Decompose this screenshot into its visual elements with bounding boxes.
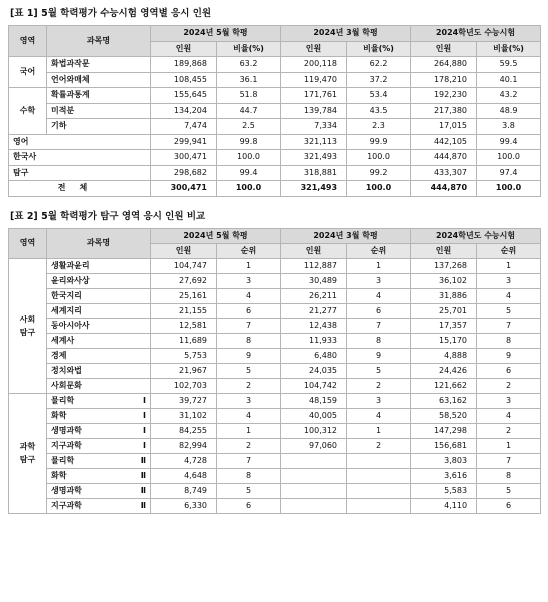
header-count: 인원 — [151, 41, 217, 57]
table-row — [9, 438, 541, 453]
count-cell: 264,880 — [411, 57, 477, 73]
table1-header-row — [9, 26, 541, 42]
rank-cell: 1 — [217, 258, 281, 273]
count-cell — [281, 498, 347, 513]
count-cell: 298,682 — [151, 165, 217, 181]
subject-label: 정치와법 — [51, 365, 82, 375]
total-ratio: 100.0 — [347, 181, 411, 197]
rank-cell: 9 — [347, 348, 411, 363]
count-cell: 119,470 — [281, 72, 347, 88]
count-cell: 84,255 — [151, 423, 217, 438]
count-cell: 178,210 — [411, 72, 477, 88]
subject-label: 생활과윤리 — [51, 260, 90, 270]
count-cell: 217,380 — [411, 103, 477, 119]
ratio-cell: 2.5 — [217, 119, 281, 135]
header-2024-march: 2024년 3월 학평 — [281, 228, 411, 243]
science-area-label-2: 탐구 — [19, 455, 36, 464]
count-cell: 30,489 — [281, 273, 347, 288]
table2-caption: [표 2] 5월 학력평가 탐구 영역 응시 인원 비교 — [10, 210, 206, 222]
rank-cell: 8 — [217, 333, 281, 348]
subject-label: 지구과학Ⅱ — [51, 500, 146, 510]
count-cell: 321,493 — [281, 150, 347, 166]
subject-cell — [47, 438, 151, 453]
table1-caption: [표 1] 5월 학력평가 수능시험 영역별 응시 인원 — [10, 8, 212, 19]
header-rank: 순위 — [477, 243, 541, 258]
rank-cell: 1 — [347, 423, 411, 438]
table-row — [9, 363, 541, 378]
total-count: 444,870 — [411, 181, 477, 197]
subject-cell — [47, 103, 151, 119]
count-cell: 104,747 — [151, 258, 217, 273]
ratio-cell: 100.0 — [477, 150, 541, 166]
rank-cell: 3 — [477, 393, 541, 408]
count-cell: 31,886 — [411, 288, 477, 303]
subject-cell — [47, 393, 151, 408]
rank-cell: 7 — [217, 318, 281, 333]
count-cell: 97,060 — [281, 438, 347, 453]
rank-cell: 8 — [477, 333, 541, 348]
table-row — [9, 150, 541, 166]
area-label: 영어 — [13, 136, 29, 146]
count-cell: 155,645 — [151, 88, 217, 104]
subject-label: 지구과학Ⅰ — [51, 440, 146, 450]
rank-cell: 3 — [477, 273, 541, 288]
header-area: 영역 — [9, 26, 47, 57]
count-cell: 21,967 — [151, 363, 217, 378]
area-cell: 수학 — [9, 88, 47, 135]
table-row — [9, 333, 541, 348]
count-cell: 12,581 — [151, 318, 217, 333]
subject-label: 화학Ⅱ — [51, 470, 146, 480]
count-cell: 7,334 — [281, 119, 347, 135]
rank-cell: 8 — [347, 333, 411, 348]
subject-cell — [47, 483, 151, 498]
count-cell: 104,742 — [281, 378, 347, 393]
rank-cell: 8 — [477, 468, 541, 483]
count-cell: 6,480 — [281, 348, 347, 363]
social-area-label-2: 탐구 — [19, 327, 36, 337]
count-cell: 147,298 — [411, 423, 477, 438]
subject-cell — [47, 57, 151, 73]
subject-cell — [47, 348, 151, 363]
count-cell: 299,941 — [151, 134, 217, 150]
subject-label: 세계지리 — [51, 305, 82, 315]
count-cell — [281, 453, 347, 468]
table1 — [8, 25, 541, 197]
table-row — [9, 258, 541, 273]
rank-cell: 4 — [347, 288, 411, 303]
science-area-cell — [9, 393, 47, 513]
rank-cell: 3 — [347, 393, 411, 408]
rank-cell: 5 — [217, 363, 281, 378]
table-row — [9, 453, 541, 468]
count-cell: 7,474 — [151, 119, 217, 135]
count-cell: 11,689 — [151, 333, 217, 348]
rank-cell: 1 — [347, 258, 411, 273]
header-2024-march: 2024년 3월 학평 — [281, 26, 411, 42]
count-cell: 25,161 — [151, 288, 217, 303]
science-area-label-1: 과학 — [19, 442, 36, 451]
social-area-label-1: 사회 — [19, 314, 36, 324]
table-row — [9, 483, 541, 498]
count-cell: 12,438 — [281, 318, 347, 333]
rank-cell: 9 — [217, 348, 281, 363]
header-2024-csat: 2024학년도 수능시험 — [411, 228, 541, 243]
total-count: 321,493 — [281, 181, 347, 197]
table-row — [9, 393, 541, 408]
subject-label: 생명과학Ⅰ — [51, 425, 146, 435]
table-row — [9, 498, 541, 513]
rank-cell: 2 — [217, 438, 281, 453]
count-cell: 108,455 — [151, 72, 217, 88]
count-cell: 100,312 — [281, 423, 347, 438]
rank-cell: 4 — [217, 408, 281, 423]
rank-cell: 3 — [347, 273, 411, 288]
count-cell: 63,162 — [411, 393, 477, 408]
ratio-cell: 100.0 — [347, 150, 411, 166]
count-cell: 4,648 — [151, 468, 217, 483]
count-cell: 48,159 — [281, 393, 347, 408]
total-label: 전체 — [9, 181, 151, 197]
header-count: 인원 — [411, 41, 477, 57]
subject-label: 사회문화 — [51, 380, 82, 390]
header-rank: 순위 — [347, 243, 411, 258]
count-cell: 4,728 — [151, 453, 217, 468]
subject-cell — [47, 408, 151, 423]
subject-label: 언어와매체 — [51, 74, 90, 84]
ratio-cell: 97.4 — [477, 165, 541, 181]
rank-cell — [347, 498, 411, 513]
subject-cell — [47, 72, 151, 88]
subject-label: 미적분 — [51, 105, 75, 115]
subject-label: 물리학Ⅰ — [51, 395, 146, 405]
ratio-cell: 51.8 — [217, 88, 281, 104]
subject-label: 세계사 — [51, 335, 75, 345]
table-row — [9, 318, 541, 333]
rank-cell: 6 — [347, 303, 411, 318]
count-cell: 36,102 — [411, 273, 477, 288]
count-cell: 21,277 — [281, 303, 347, 318]
table-row — [9, 103, 541, 119]
table-row — [9, 57, 541, 73]
rank-cell: 4 — [477, 408, 541, 423]
ratio-cell: 62.2 — [347, 57, 411, 73]
count-cell: 200,118 — [281, 57, 347, 73]
table-row — [9, 119, 541, 135]
table1-total-row — [9, 181, 541, 197]
count-cell: 444,870 — [411, 150, 477, 166]
count-cell: 192,230 — [411, 88, 477, 104]
count-cell: 137,268 — [411, 258, 477, 273]
rank-cell: 7 — [477, 318, 541, 333]
subject-cell — [47, 119, 151, 135]
rank-cell: 7 — [347, 318, 411, 333]
ratio-cell: 99.8 — [217, 134, 281, 150]
count-cell: 40,005 — [281, 408, 347, 423]
ratio-cell: 48.9 — [477, 103, 541, 119]
header-count: 인원 — [281, 41, 347, 57]
subject-cell — [47, 378, 151, 393]
table-row — [9, 165, 541, 181]
rank-cell: 1 — [217, 423, 281, 438]
ratio-cell: 100.0 — [217, 150, 281, 166]
count-cell: 139,784 — [281, 103, 347, 119]
rank-cell: 5 — [217, 483, 281, 498]
table2-header-row — [9, 228, 541, 243]
count-cell: 433,307 — [411, 165, 477, 181]
rank-cell: 3 — [217, 393, 281, 408]
subject-cell — [47, 333, 151, 348]
ratio-cell: 99.4 — [217, 165, 281, 181]
rank-cell: 7 — [217, 453, 281, 468]
subject-label: 한국지리 — [51, 290, 82, 300]
ratio-cell: 59.5 — [477, 57, 541, 73]
count-cell: 24,035 — [281, 363, 347, 378]
rank-cell: 3 — [217, 273, 281, 288]
subject-cell — [47, 468, 151, 483]
area-cell — [9, 134, 151, 150]
ratio-cell: 99.9 — [347, 134, 411, 150]
ratio-cell: 2.3 — [347, 119, 411, 135]
table-row — [9, 288, 541, 303]
ratio-cell: 40.1 — [477, 72, 541, 88]
rank-cell: 2 — [477, 378, 541, 393]
table-row — [9, 88, 541, 104]
table-row — [9, 348, 541, 363]
rank-cell — [347, 483, 411, 498]
count-cell: 318,881 — [281, 165, 347, 181]
count-cell: 3,616 — [411, 468, 477, 483]
ratio-cell: 99.2 — [347, 165, 411, 181]
subject-label: 윤리와사상 — [51, 275, 90, 285]
subject-cell — [47, 498, 151, 513]
count-cell: 8,749 — [151, 483, 217, 498]
rank-cell: 2 — [347, 438, 411, 453]
table-row — [9, 273, 541, 288]
count-cell: 17,357 — [411, 318, 477, 333]
area-cell: 국어 — [9, 57, 47, 88]
ratio-cell: 53.4 — [347, 88, 411, 104]
area-label: 탐구 — [13, 167, 29, 177]
count-cell: 4,888 — [411, 348, 477, 363]
ratio-cell: 3.8 — [477, 119, 541, 135]
rank-cell: 2 — [347, 378, 411, 393]
count-cell: 31,102 — [151, 408, 217, 423]
header-area: 영역 — [9, 228, 47, 258]
subject-cell — [47, 453, 151, 468]
ratio-cell: 44.7 — [217, 103, 281, 119]
count-cell: 321,113 — [281, 134, 347, 150]
rank-cell: 1 — [477, 438, 541, 453]
rank-cell: 7 — [477, 453, 541, 468]
subject-label: 기하 — [51, 121, 67, 130]
count-cell: 25,701 — [411, 303, 477, 318]
header-count: 인원 — [411, 243, 477, 258]
count-cell: 189,868 — [151, 57, 217, 73]
ratio-cell: 99.4 — [477, 134, 541, 150]
table-row — [9, 468, 541, 483]
rank-cell — [347, 468, 411, 483]
rank-cell: 6 — [477, 498, 541, 513]
table-row — [9, 303, 541, 318]
subject-cell — [47, 363, 151, 378]
header-rank: 순위 — [217, 243, 281, 258]
count-cell: 5,583 — [411, 483, 477, 498]
count-cell: 15,170 — [411, 333, 477, 348]
subject-cell — [47, 423, 151, 438]
count-cell: 4,110 — [411, 498, 477, 513]
count-cell: 102,703 — [151, 378, 217, 393]
count-cell — [281, 468, 347, 483]
ratio-cell: 63.2 — [217, 57, 281, 73]
count-cell: 6,330 — [151, 498, 217, 513]
rank-cell: 5 — [477, 483, 541, 498]
rank-cell: 9 — [477, 348, 541, 363]
count-cell: 11,933 — [281, 333, 347, 348]
header-2024-may: 2024년 5월 학평 — [151, 26, 281, 42]
count-cell: 58,520 — [411, 408, 477, 423]
ratio-cell: 37.2 — [347, 72, 411, 88]
rank-cell: 2 — [477, 423, 541, 438]
header-ratio: 비율(%) — [477, 41, 541, 57]
subject-label: 경제 — [51, 350, 67, 360]
rank-cell: 4 — [217, 288, 281, 303]
count-cell: 112,887 — [281, 258, 347, 273]
subject-cell — [47, 88, 151, 104]
header-ratio: 비율(%) — [217, 41, 281, 57]
count-cell: 39,727 — [151, 393, 217, 408]
ratio-cell: 36.1 — [217, 72, 281, 88]
rank-cell: 2 — [217, 378, 281, 393]
header-ratio: 비율(%) — [347, 41, 411, 57]
table-row — [9, 134, 541, 150]
count-cell: 24,426 — [411, 363, 477, 378]
subject-cell — [47, 288, 151, 303]
table2 — [8, 228, 541, 514]
table-row — [9, 408, 541, 423]
count-cell: 442,105 — [411, 134, 477, 150]
table-row — [9, 378, 541, 393]
subject-label: 물리학Ⅱ — [51, 455, 146, 465]
subject-label: 확률과통계 — [51, 90, 90, 99]
table-row — [9, 423, 541, 438]
count-cell: 134,204 — [151, 103, 217, 119]
count-cell: 26,211 — [281, 288, 347, 303]
count-cell: 27,692 — [151, 273, 217, 288]
count-cell: 121,662 — [411, 378, 477, 393]
header-2024-may: 2024년 5월 학평 — [151, 228, 281, 243]
rank-cell: 5 — [347, 363, 411, 378]
count-cell: 21,155 — [151, 303, 217, 318]
social-area-cell — [9, 258, 47, 393]
subject-label: 화학Ⅰ — [51, 410, 146, 420]
rank-cell: 5 — [477, 303, 541, 318]
area-label: 한국사 — [13, 152, 37, 161]
count-cell: 82,994 — [151, 438, 217, 453]
header-count: 인원 — [151, 243, 217, 258]
table-row — [9, 72, 541, 88]
total-count: 300,471 — [151, 181, 217, 197]
header-subject: 과목명 — [47, 228, 151, 258]
subject-cell — [47, 273, 151, 288]
total-ratio: 100.0 — [477, 181, 541, 197]
subject-label: 화법과작문 — [51, 59, 90, 68]
subject-cell — [47, 303, 151, 318]
subject-label: 동아시아사 — [51, 320, 90, 330]
header-subject: 과목명 — [47, 26, 151, 57]
count-cell: 17,015 — [411, 119, 477, 135]
rank-cell: 6 — [217, 498, 281, 513]
count-cell: 300,471 — [151, 150, 217, 166]
area-cell — [9, 165, 151, 181]
rank-cell: 1 — [477, 258, 541, 273]
rank-cell — [347, 453, 411, 468]
count-cell: 156,681 — [411, 438, 477, 453]
subject-cell — [47, 258, 151, 273]
rank-cell: 8 — [217, 468, 281, 483]
count-cell: 3,803 — [411, 453, 477, 468]
total-ratio: 100.0 — [217, 181, 281, 197]
area-cell — [9, 150, 151, 166]
rank-cell: 6 — [477, 363, 541, 378]
ratio-cell: 43.2 — [477, 88, 541, 104]
count-cell: 5,753 — [151, 348, 217, 363]
rank-cell: 6 — [217, 303, 281, 318]
count-cell: 171,761 — [281, 88, 347, 104]
header-2024-csat: 2024학년도 수능시험 — [411, 26, 541, 42]
subject-label: 생명과학Ⅱ — [51, 485, 146, 495]
count-cell — [281, 483, 347, 498]
rank-cell: 4 — [477, 288, 541, 303]
header-count: 인원 — [281, 243, 347, 258]
ratio-cell: 43.5 — [347, 103, 411, 119]
subject-cell — [47, 318, 151, 333]
rank-cell: 4 — [347, 408, 411, 423]
